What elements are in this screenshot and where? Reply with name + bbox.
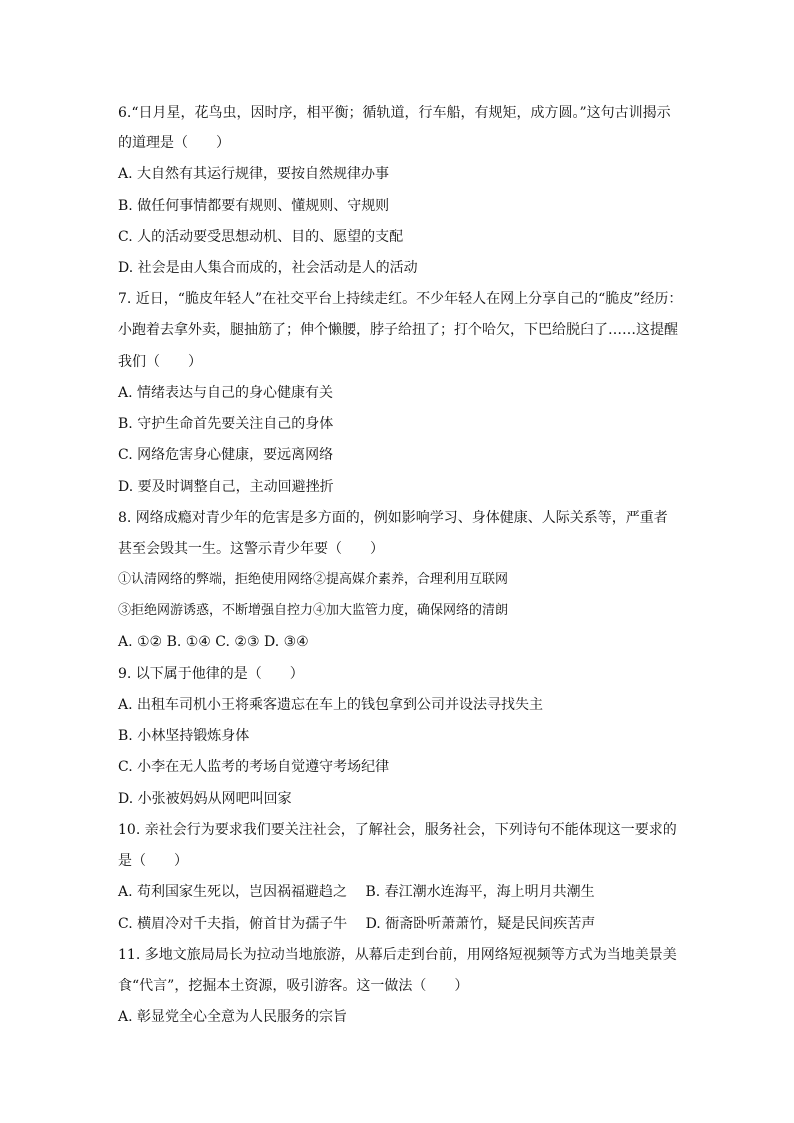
q7-option-a: A. 情绪表达与自己的身心健康有关	[118, 385, 334, 401]
q11-stem-line1: 11. 多地文旅局局长为拉动当地旅游，从幕后走到台前，用网络短视频等方式为当地美景美	[118, 947, 677, 963]
q7-option-b: B. 守护生命首先要关注自己的身体	[118, 416, 334, 432]
q6-stem-line1: 6.“日月星，花鸟虫，因时序，相平衡；循轨道，行车船，有规矩，成方圆。”这句古训揭示	[118, 105, 671, 121]
q9-option-c: C. 小李在无人监考的考场自觉遵守考场纪律	[118, 759, 390, 775]
q7-option-c: C. 网络危害身心健康，要远离网络	[118, 447, 334, 463]
q10-options-cd: C. 横眉冷对千夫指，俯首甘为孺子牛 D. 衙斋卧听萧萧竹，疑是民间疾苦声	[118, 916, 596, 932]
q9-option-b: B. 小林坚持锻炼身体	[118, 728, 250, 744]
q11-option-a: A. 彰显党全心全意为人民服务的宗旨	[118, 1009, 348, 1025]
q9-option-a: A. 出租车司机小王将乘客遗忘在车上的钱包拿到公司并设法寻找失主	[118, 697, 544, 713]
q10-stem-line2: 是（ ）	[118, 853, 188, 869]
q11-stem-line2: 食“代言”，挖掘本土资源，吸引游客。这一做法（ ）	[118, 978, 469, 994]
q10-stem-line1: 10. 亲社会行为要求我们要关注社会，了解社会，服务社会，下列诗句不能体现这一要求的	[118, 822, 677, 838]
q8-stem-line2: 甚至会毁其一生。这警示青少年要（ ）	[118, 541, 384, 557]
q6-option-a: A. 大自然有其运行规律，要按自然规律办事	[118, 166, 390, 182]
q8-statements-line1: ①认清网络的弊端，拒绝使用网络②提高媒介素养，合理利用互联网	[118, 572, 509, 587]
q7-stem-line1: 7. 近日，“脆皮年轻人”在社交平台上持续走红。不少年轻人在网上分享自己的“脆皮”经历：	[118, 291, 683, 307]
q6-option-b: B. 做任何事情都要有规则、懂规则、守规则	[118, 198, 390, 214]
q7-option-d: D. 要及时调整自己，主动回避挫折	[118, 479, 334, 495]
q10-options-ab: A. 苟利国家生死以，岂因祸福避趋之 B. 春江潮水连海平，海上明月共潮生	[118, 884, 595, 900]
q6-option-d: D. 社会是由人集合而成的，社会活动是人的活动	[118, 260, 418, 276]
q9-stem: 9. 以下属于他律的是（ ）	[118, 666, 304, 682]
q8-stem-line1: 8. 网络成瘾对青少年的危害是多方面的，例如影响学习、身体健康、人际关系等，严重者	[118, 510, 668, 526]
q6-option-c: C. 人的活动要受思想动机、目的、愿望的支配	[118, 229, 404, 245]
q9-option-d: D. 小张被妈妈从网吧叫回家	[118, 791, 292, 807]
q7-stem-line3: 我们（ ）	[118, 354, 202, 370]
q8-statements-line2: ③拒绝网游诱惑，不断增强自控力④加大监管力度，确保网络的清朗	[118, 603, 509, 618]
q8-choices: A. ①② B. ①④ C. ②③ D. ③④	[118, 634, 309, 650]
q7-stem-line2: 小跑着去拿外卖，腿抽筋了；伸个懒腰，脖子给扭了；打个哈欠，下巴给脱臼了……这提醒	[118, 322, 678, 338]
q6-stem-line2: 的道理是（ ）	[118, 135, 230, 151]
